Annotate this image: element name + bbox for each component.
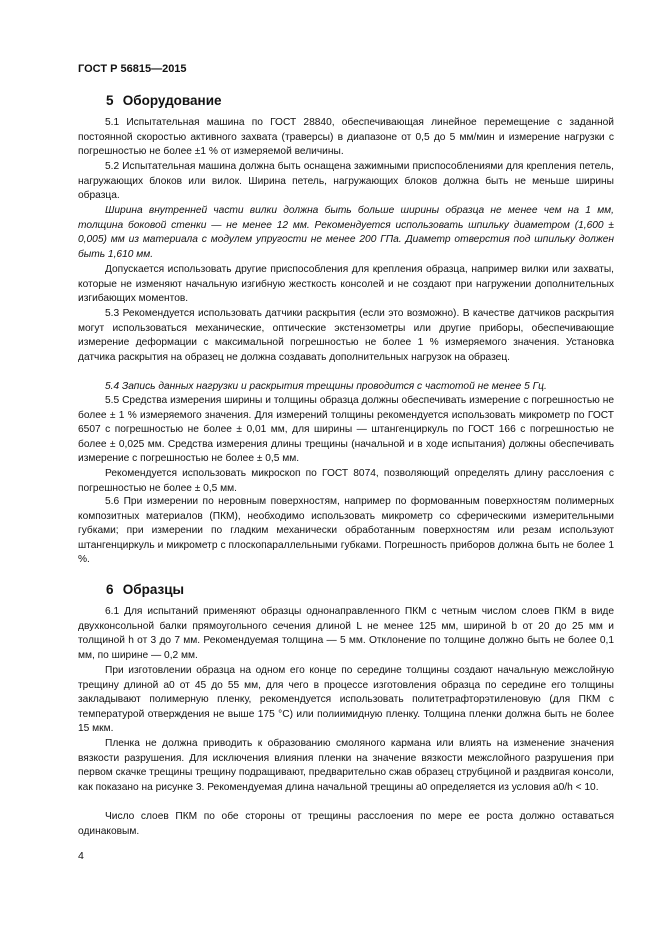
section-title: Оборудование <box>122 93 222 108</box>
paragraph-5-2-alt: Допускается использовать другие приспособления для крепления образца, например вилки или захваты, которые не изменяют начальную изгибную жесткость консолей и не создают при нагружении дополнительных изгибающих моментов. <box>78 264 614 304</box>
paragraph-5-2: 5.2 Испытательная машина должна быть оснащена зажимными приспособлениями для крепления петель, нагружающих блоков или вилок. Ширина петель, нагружающих блоков должна быть не меньше ширины образца. <box>78 161 614 201</box>
section-6-heading <box>106 582 184 597</box>
paragraph-6-1: 6.1 Для испытаний применяют образцы однонаправленного ПКМ с четным числом слоев ПКМ в виде двухконсольной балки прямоугольного сечения длиной L не менее 125 мм, шириной b от 20 до 25 мм и толщиной h от 3 до 7 мм. Рекомендуемая толщина — 5 мм. Отклонение по толщине должно быть не более 0,1 мм, по ширине — 0,2 мм. <box>78 606 614 661</box>
paragraph-5-1: 5.1 Испытательная машина по ГОСТ 28840, обеспечивающая линейное перемещение с заданной постоянной скоростью активного захвата (траверсы) в диапазоне от 0,5 до 5 мм/мин и измерение нагрузки с погрешностью не более ±1 % от измеряемой величины. <box>78 117 614 157</box>
paragraph-5-4: 5.4 Запись данных нагрузки и раскрытия трещины проводится с частотой не менее 5 Гц. <box>105 381 547 392</box>
paragraph-6-1-film: Пленка не должна приводить к образованию смоляного кармана или влиять на изменение значения вязкости разрушения. Для исключения влияния пленки на значение вязкости межслойного разрушения при первом скачке трещины трещину подращивают, предварительно сжав образец струбциной и раздвигая консоли, как показано на рисунке 3. Рекомендуемая длина начальной трещины a0 определяется из условия a0/h < 10. <box>78 738 614 793</box>
paragraph-6-1-layers: Число слоев ПКМ по обе стороны от трещины расслоения по мере ее роста должно оставаться одинаковым. <box>78 811 614 837</box>
section-5-heading <box>106 93 222 108</box>
paragraph-5-5-microscope: Рекомендуется использовать микроскоп по ГОСТ 8074, позволяющий определять длину расслоения с погрешностью не более ± 0,5 мм. <box>78 468 614 494</box>
section-number: 5 <box>106 93 114 108</box>
section-title: Образцы <box>122 582 185 597</box>
document-header: ГОСТ Р 56815—2015 <box>78 63 187 75</box>
section-number: 6 <box>106 582 114 597</box>
paragraph-6-1-crack: При изготовлении образца на одном его конце по середине толщины создают начальную межслойную трещину длиной a0 от 45 до 55 мм, для чего в процессе изготовления образца по середине его толщины закладывают полимерную пленку, рекомендуется использовать политетрафторэтиленовую (для ПКМ с температурой отверждения не выше 175 °С) или полиимидную пленку. Толщина пленки должна быть не более 15 мкм. <box>78 665 614 734</box>
paragraph-5-3: 5.3 Рекомендуется использовать датчики раскрытия (если это возможно). В качестве датчиков раскрытия могут использоваться механические, оптические экстензометры или другие приборы, обеспечивающие измерение деформации с максимальной погрешностью не более 1 % измеряемого значения. Установка датчика раскрытия на образец не должна создавать дополнительных нагрузок на образец. <box>78 308 614 363</box>
paragraph-5-5: 5.5 Средства измерения ширины и толщины образца должны обеспечивать измерение с погрешностью не более ± 1 % измеряемого значения. Для измерений толщины рекомендуется использовать микрометр по ГОСТ 6507 с погрешностью не более ± 0,01 мм, для ширины — штангенциркуль по ГОСТ 166 с погрешностью не более ± 0,025 мм. Средства измерения длины трещины (начальной и в ходе испытания) должны обеспечивать измерение с погрешностью не более ± 0,5 мм. <box>78 395 614 464</box>
page-number: 4 <box>78 850 84 862</box>
paragraph-5-2-note: Ширина внутренней части вилки должна быть больше ширины образца не менее чем на 1 мм, толщина боковой стенки — не менее 12 мм. Рекомендуется использовать шпильку диаметром (1,600 ± 0,005) мм из материала с модулем упругости не менее 200 ГПа. Диаметр отверстия под шпильку должен быть 1,610 мм. <box>78 205 614 260</box>
paragraph-5-6: 5.6 При измерении по неровным поверхностям, например по формованным поверхностям полимерных композитных материалов (ПКМ), необходимо использовать микрометр со сферическими измерительными губками; при измерении по гладким механически обработанным поверхностям или резам используют штангенциркуль и микрометр с плоскопараллельными губками. Погрешность приборов должна быть не более 1 %. <box>78 496 614 565</box>
